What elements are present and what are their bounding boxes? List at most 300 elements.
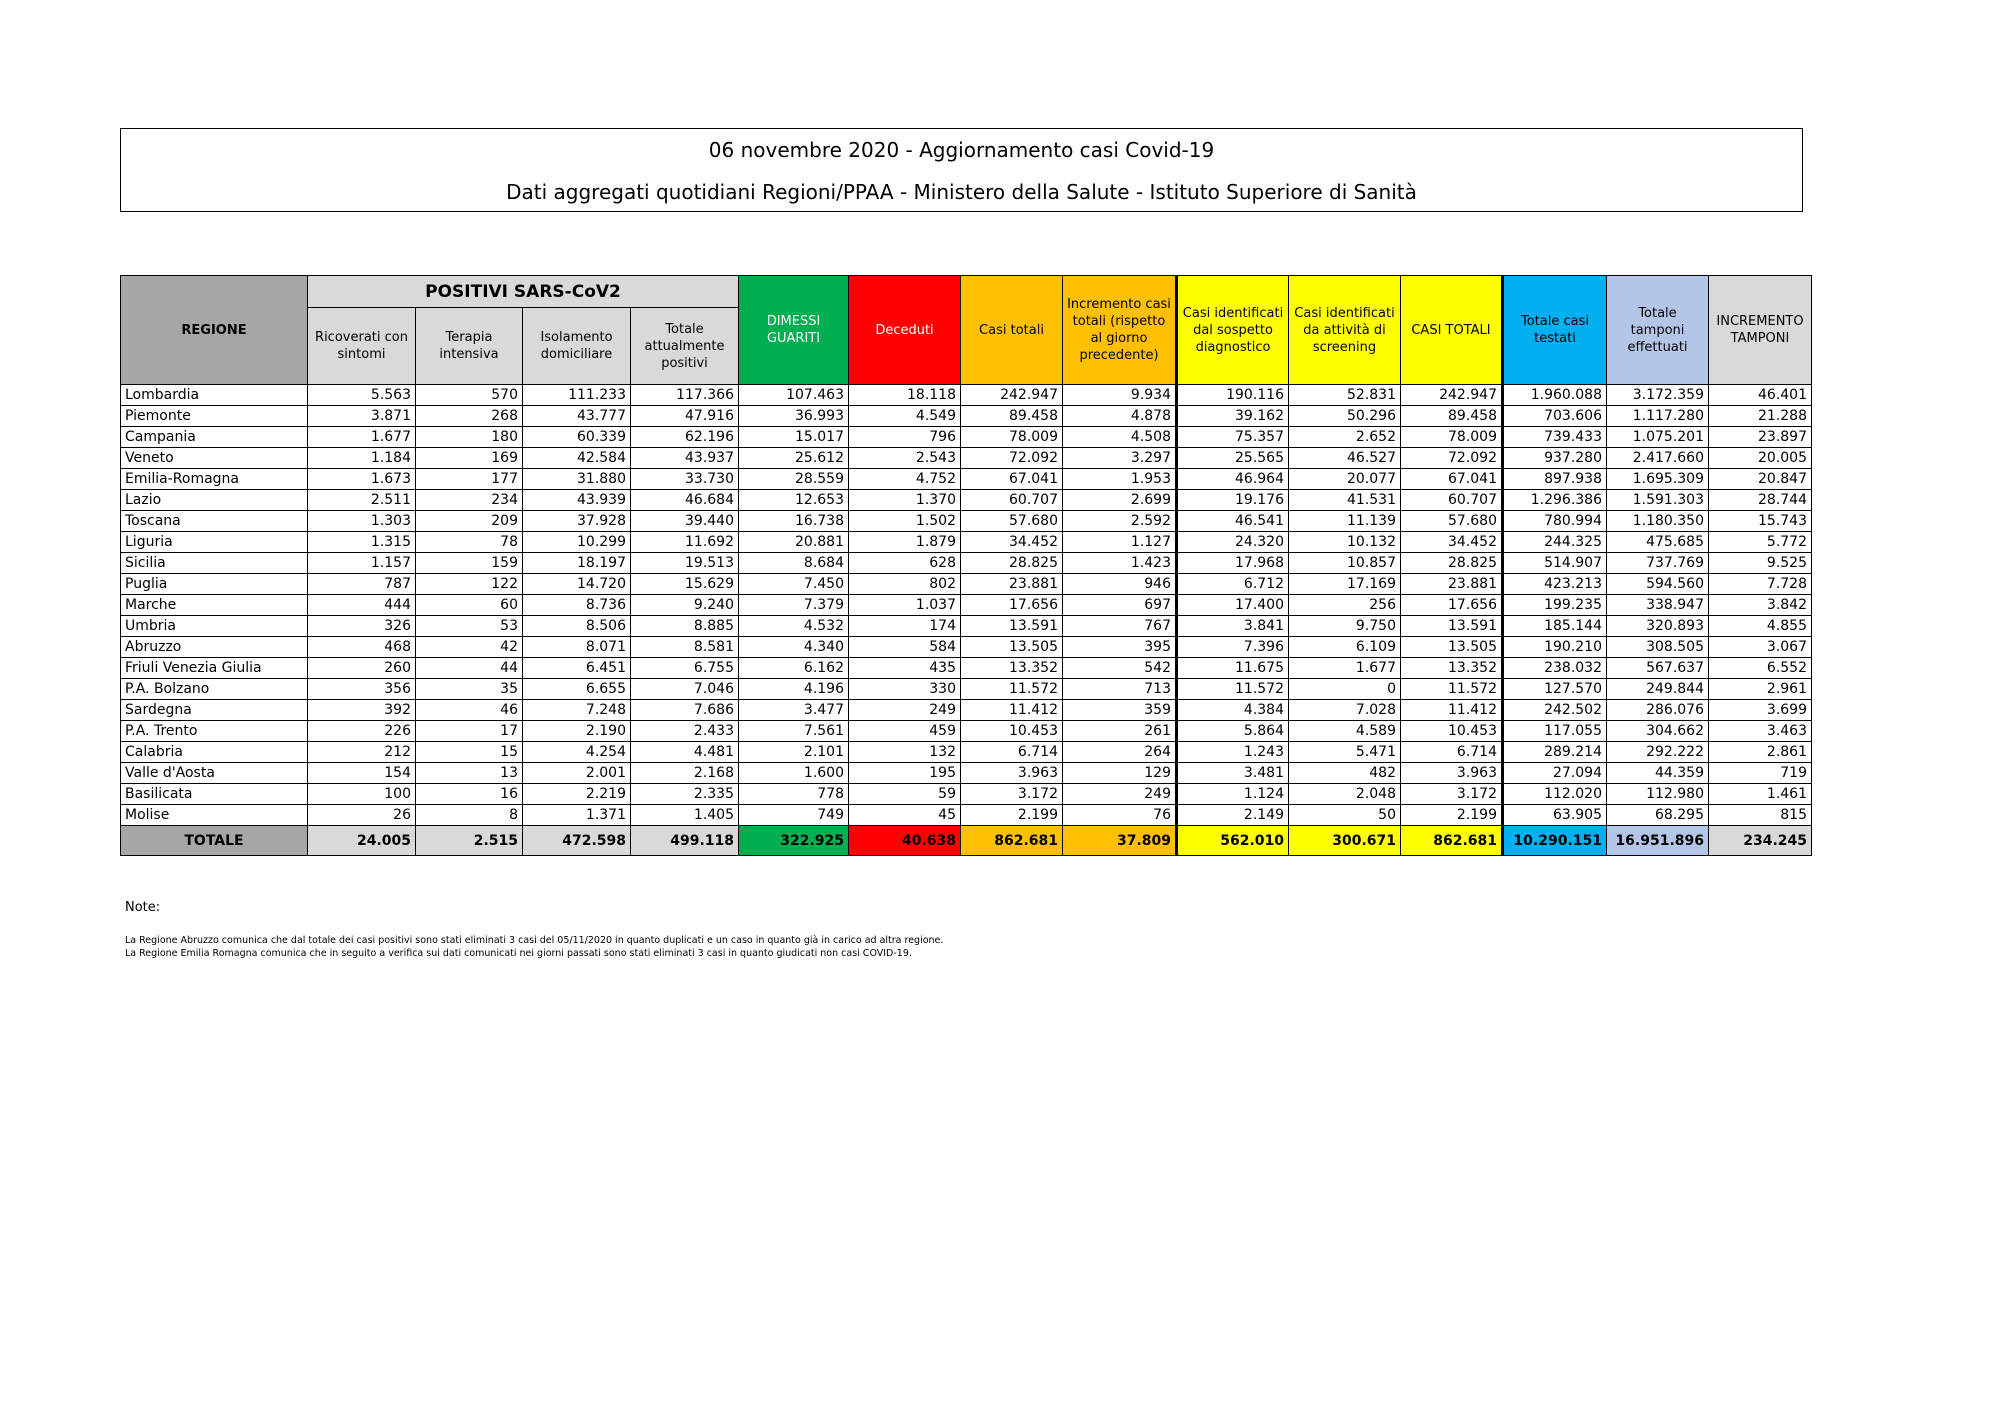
header-ricoverati: Ricoverati con sintomi [308,308,416,385]
header-regione: REGIONE [121,276,308,385]
table-cell: 11.675 [1177,658,1289,679]
header-screening: Casi identificati da attività di screening [1289,276,1401,385]
table-cell: 3.871 [308,406,416,427]
table-cell: 6.712 [1177,574,1289,595]
table-cell: 356 [308,679,416,700]
totals-cell: 37.809 [1063,826,1177,856]
table-row [121,658,1812,679]
table-cell: 584 [849,637,961,658]
table-cell: 359 [1063,700,1177,721]
table-cell: 3.699 [1709,700,1812,721]
table-cell: 703.606 [1503,406,1607,427]
table-cell: 1.243 [1177,742,1289,763]
table-cell: 8.684 [739,553,849,574]
table-cell: 4.549 [849,406,961,427]
table-cell: 8.506 [523,616,631,637]
table-row [121,385,1812,406]
table-cell: 4.384 [1177,700,1289,721]
table-cell: 3.841 [1177,616,1289,637]
table-cell: 4.589 [1289,721,1401,742]
table-cell: 1.673 [308,469,416,490]
table-cell: 5.471 [1289,742,1401,763]
header-tamponi: Totale tamponi effettuati [1607,276,1709,385]
table-cell: 1.423 [1063,553,1177,574]
table-cell: 11.572 [1401,679,1503,700]
table-cell: 11.572 [1177,679,1289,700]
table-cell: 60.707 [1401,490,1503,511]
table-cell: 4.878 [1063,406,1177,427]
table-cell: 1.370 [849,490,961,511]
table-cell: 1.695.309 [1607,469,1709,490]
table-cell: 713 [1063,679,1177,700]
table-cell: 26 [308,805,416,826]
table-cell: 308.505 [1607,637,1709,658]
table-cell: 17.968 [1177,553,1289,574]
table-cell: 749 [739,805,849,826]
table-cell: 7.686 [631,700,739,721]
table-cell: 1.953 [1063,469,1177,490]
region-name: Lombardia [121,385,308,406]
table-cell: 39.440 [631,511,739,532]
table-cell: 59 [849,784,961,805]
table-cell: 46.964 [1177,469,1289,490]
table-cell: 1.677 [308,427,416,448]
table-cell: 11.572 [961,679,1063,700]
table-cell: 36.993 [739,406,849,427]
table-cell: 4.752 [849,469,961,490]
table-cell: 46.401 [1709,385,1812,406]
table-cell: 31.880 [523,469,631,490]
table-cell: 15.629 [631,574,739,595]
table-cell: 199.235 [1503,595,1607,616]
header-isolamento: Isolamento domiciliare [523,308,631,385]
header-totale-positivi: Totale attualmente positivi [631,308,739,385]
table-cell: 100 [308,784,416,805]
header-casi-totali-caps: CASI TOTALI [1401,276,1503,385]
table-cell: 320.893 [1607,616,1709,637]
table-cell: 1.600 [739,763,849,784]
table-cell: 1.315 [308,532,416,553]
table-cell: 392 [308,700,416,721]
table-cell: 3.297 [1063,448,1177,469]
table-row [121,637,1812,658]
table-cell: 180 [416,427,523,448]
table-cell: 20.847 [1709,469,1812,490]
table-cell: 3.481 [1177,763,1289,784]
table-cell: 89.458 [1401,406,1503,427]
totals-label: TOTALE [121,826,308,856]
table-cell: 6.655 [523,679,631,700]
table-row [121,784,1812,805]
table-cell: 242.947 [1401,385,1503,406]
table-cell: 802 [849,574,961,595]
table-cell: 28.825 [1401,553,1503,574]
table-cell: 19.176 [1177,490,1289,511]
table-cell: 326 [308,616,416,637]
table-cell: 8.071 [523,637,631,658]
table-cell: 122 [416,574,523,595]
table-cell: 2.592 [1063,511,1177,532]
table-cell: 2.417.660 [1607,448,1709,469]
table-cell: 482 [1289,763,1401,784]
table-cell: 4.481 [631,742,739,763]
table-cell: 3.963 [961,763,1063,784]
totals-cell: 24.005 [308,826,416,856]
table-cell: 111.233 [523,385,631,406]
table-row [121,700,1812,721]
table-cell: 423.213 [1503,574,1607,595]
note-abruzzo: La Regione Abruzzo comunica che dal totale dei casi positivi sono stati eliminati 3 casi del 05/11/2020 in quanto duplicati e un caso in quanto già in carico ad altra regione. [125,935,944,946]
table-cell: 10.453 [961,721,1063,742]
table-cell: 787 [308,574,416,595]
table-cell: 5.772 [1709,532,1812,553]
table-cell: 72.092 [1401,448,1503,469]
table-cell: 1.405 [631,805,739,826]
table-cell: 8.581 [631,637,739,658]
table-cell: 937.280 [1503,448,1607,469]
region-name: Puglia [121,574,308,595]
table-cell: 13.352 [1401,658,1503,679]
table-cell: 304.662 [1607,721,1709,742]
table-cell: 244.325 [1503,532,1607,553]
table-cell: 20.077 [1289,469,1401,490]
table-cell: 2.190 [523,721,631,742]
table-cell: 107.463 [739,385,849,406]
table-cell: 195 [849,763,961,784]
table-cell: 78.009 [961,427,1063,448]
region-name: Umbria [121,616,308,637]
table-cell: 2.101 [739,742,849,763]
table-cell: 2.168 [631,763,739,784]
table-cell: 3.477 [739,700,849,721]
table-row [121,742,1812,763]
table-row [121,595,1812,616]
table-cell: 7.450 [739,574,849,595]
region-name: Veneto [121,448,308,469]
table-cell: 268 [416,406,523,427]
region-name: Abruzzo [121,637,308,658]
table-cell: 3.172 [961,784,1063,805]
table-cell: 21.288 [1709,406,1812,427]
totals-cell: 862.681 [961,826,1063,856]
table-cell: 7.396 [1177,637,1289,658]
table-cell: 46.527 [1289,448,1401,469]
header-terapia: Terapia intensiva [416,308,523,385]
table-cell: 46 [416,700,523,721]
totals-cell: 322.925 [739,826,849,856]
table-cell: 4.340 [739,637,849,658]
table-cell: 1.960.088 [1503,385,1607,406]
table-cell: 1.502 [849,511,961,532]
totals-cell: 300.671 [1289,826,1401,856]
table-cell: 9.934 [1063,385,1177,406]
table-cell: 256 [1289,595,1401,616]
table-cell: 7.561 [739,721,849,742]
table-cell: 62.196 [631,427,739,448]
table-cell: 5.563 [308,385,416,406]
table-cell: 169 [416,448,523,469]
table-cell: 75.357 [1177,427,1289,448]
table-cell: 3.463 [1709,721,1812,742]
table-cell: 60 [416,595,523,616]
region-name: Valle d'Aosta [121,763,308,784]
table-cell: 11.412 [1401,700,1503,721]
table-cell: 3.172.359 [1607,385,1709,406]
table-cell: 1.879 [849,532,961,553]
table-cell: 594.560 [1607,574,1709,595]
table-cell: 2.699 [1063,490,1177,511]
table-cell: 6.714 [1401,742,1503,763]
table-cell: 8.736 [523,595,631,616]
table-cell: 4.532 [739,616,849,637]
table-cell: 286.076 [1607,700,1709,721]
table-cell: 628 [849,553,961,574]
table-cell: 89.458 [961,406,1063,427]
table-row [121,406,1812,427]
table-cell: 78.009 [1401,427,1503,448]
table-cell: 13.352 [961,658,1063,679]
table-cell: 159 [416,553,523,574]
table-cell: 570 [416,385,523,406]
table-cell: 330 [849,679,961,700]
table-cell: 17.400 [1177,595,1289,616]
table-cell: 15.017 [739,427,849,448]
region-name: P.A. Trento [121,721,308,742]
table-cell: 435 [849,658,961,679]
totals-row [121,826,1812,856]
table-row [121,679,1812,700]
table-row [121,511,1812,532]
header-sospetto: Casi identificati dal sospetto diagnostico [1177,276,1289,385]
table-cell: 2.433 [631,721,739,742]
table-cell: 177 [416,469,523,490]
table-cell: 2.048 [1289,784,1401,805]
table-cell: 9.525 [1709,553,1812,574]
table-cell: 3.172 [1401,784,1503,805]
table-cell: 5.864 [1177,721,1289,742]
table-cell: 15.743 [1709,511,1812,532]
region-name: Sicilia [121,553,308,574]
table-cell: 11.139 [1289,511,1401,532]
table-cell: 459 [849,721,961,742]
table-cell: 25.612 [739,448,849,469]
table-cell: 45 [849,805,961,826]
table-cell: 1.180.350 [1607,511,1709,532]
region-name: Marche [121,595,308,616]
table-cell: 1.303 [308,511,416,532]
table-cell: 46.541 [1177,511,1289,532]
table-cell: 57.680 [1401,511,1503,532]
table-cell: 2.149 [1177,805,1289,826]
table-cell: 28.744 [1709,490,1812,511]
table-cell: 6.109 [1289,637,1401,658]
table-row [121,427,1812,448]
totals-cell: 16.951.896 [1607,826,1709,856]
table-cell: 12.653 [739,490,849,511]
region-name: Lazio [121,490,308,511]
table-cell: 112.980 [1607,784,1709,805]
table-row [121,721,1812,742]
table-cell: 13 [416,763,523,784]
table-cell: 514.907 [1503,553,1607,574]
table-cell: 10.132 [1289,532,1401,553]
table-cell: 6.714 [961,742,1063,763]
table-cell: 249 [849,700,961,721]
region-name: Piemonte [121,406,308,427]
table-cell: 190.210 [1503,637,1607,658]
table-cell: 3.842 [1709,595,1812,616]
header-incremento: Incremento casi totali (rispetto al giorno precedente) [1063,276,1177,385]
table-cell: 226 [308,721,416,742]
table-cell: 13.591 [961,616,1063,637]
table-cell: 475.685 [1607,532,1709,553]
table-cell: 10.299 [523,532,631,553]
table-cell: 1.117.280 [1607,406,1709,427]
table-cell: 209 [416,511,523,532]
table-cell: 63.905 [1503,805,1607,826]
table-cell: 35 [416,679,523,700]
table-cell: 8 [416,805,523,826]
totals-cell: 234.245 [1709,826,1812,856]
table-cell: 112.020 [1503,784,1607,805]
table-row [121,532,1812,553]
table-cell: 1.591.303 [1607,490,1709,511]
region-name: Emilia-Romagna [121,469,308,490]
table-cell: 261 [1063,721,1177,742]
table-cell: 39.162 [1177,406,1289,427]
table-cell: 6.552 [1709,658,1812,679]
covid-data-table [120,275,1812,856]
table-cell: 76 [1063,805,1177,826]
table-cell: 2.001 [523,763,631,784]
totals-cell: 499.118 [631,826,739,856]
table-cell: 10.857 [1289,553,1401,574]
table-cell: 444 [308,595,416,616]
table-cell: 4.855 [1709,616,1812,637]
table-cell: 20.881 [739,532,849,553]
table-cell: 23.881 [1401,574,1503,595]
table-cell: 2.961 [1709,679,1812,700]
table-cell: 43.937 [631,448,739,469]
table-cell: 174 [849,616,961,637]
table-cell: 815 [1709,805,1812,826]
table-cell: 242.947 [961,385,1063,406]
table-cell: 41.531 [1289,490,1401,511]
table-cell: 4.508 [1063,427,1177,448]
totals-cell: 562.010 [1177,826,1289,856]
table-row [121,490,1812,511]
table-cell: 4.254 [523,742,631,763]
table-cell: 7.379 [739,595,849,616]
table-cell: 11.692 [631,532,739,553]
table-cell: 468 [308,637,416,658]
region-name: Basilicata [121,784,308,805]
table-cell: 34.452 [961,532,1063,553]
table-cell: 23.897 [1709,427,1812,448]
table-cell: 60.707 [961,490,1063,511]
table-cell: 249.844 [1607,679,1709,700]
table-cell: 1.677 [1289,658,1401,679]
table-cell: 9.240 [631,595,739,616]
table-cell: 2.543 [849,448,961,469]
table-cell: 117.366 [631,385,739,406]
table-cell: 50 [1289,805,1401,826]
table-cell: 47.916 [631,406,739,427]
table-cell: 78 [416,532,523,553]
totals-cell: 862.681 [1401,826,1503,856]
report-subtitle: Dati aggregati quotidiani Regioni/PPAA - Ministero della Salute - Istituto Superiore di Sanità [506,180,1417,204]
table-cell: 17.656 [1401,595,1503,616]
table-cell: 18.118 [849,385,961,406]
table-cell: 13.505 [1401,637,1503,658]
table-cell: 34.452 [1401,532,1503,553]
region-name: Molise [121,805,308,826]
table-cell: 11.412 [961,700,1063,721]
header-dimessi: DIMESSI GUARITI [739,276,849,385]
table-cell: 0 [1289,679,1401,700]
table-cell: 132 [849,742,961,763]
table-cell: 264 [1063,742,1177,763]
table-row [121,616,1812,637]
table-row [121,448,1812,469]
table-cell: 67.041 [1401,469,1503,490]
totals-cell: 472.598 [523,826,631,856]
table-cell: 2.861 [1709,742,1812,763]
table-cell: 53 [416,616,523,637]
table-cell: 2.199 [1401,805,1503,826]
table-row [121,553,1812,574]
table-cell: 13.505 [961,637,1063,658]
table-cell: 796 [849,427,961,448]
table-cell: 292.222 [1607,742,1709,763]
table-cell: 13.591 [1401,616,1503,637]
table-cell: 238.032 [1503,658,1607,679]
table-row [121,763,1812,784]
table-cell: 10.453 [1401,721,1503,742]
table-cell: 42.584 [523,448,631,469]
table-cell: 2.511 [308,490,416,511]
table-cell: 289.214 [1503,742,1607,763]
title-box [120,128,1803,212]
table-cell: 127.570 [1503,679,1607,700]
table-cell: 1.075.201 [1607,427,1709,448]
table-cell: 1.037 [849,595,961,616]
table-cell: 37.928 [523,511,631,532]
table-cell: 1.371 [523,805,631,826]
table-cell: 1.296.386 [1503,490,1607,511]
table-cell: 72.092 [961,448,1063,469]
table-cell: 43.777 [523,406,631,427]
table-cell: 697 [1063,595,1177,616]
totals-cell: 10.290.151 [1503,826,1607,856]
table-cell: 24.320 [1177,532,1289,553]
table-row [121,805,1812,826]
table-cell: 8.885 [631,616,739,637]
table-cell: 33.730 [631,469,739,490]
table-cell: 1.184 [308,448,416,469]
table-cell: 2.335 [631,784,739,805]
table-cell: 7.248 [523,700,631,721]
table-cell: 190.116 [1177,385,1289,406]
table-cell: 17.656 [961,595,1063,616]
table-cell: 1.461 [1709,784,1812,805]
table-cell: 18.197 [523,553,631,574]
table-cell: 1.127 [1063,532,1177,553]
table-cell: 737.769 [1607,553,1709,574]
table-cell: 52.831 [1289,385,1401,406]
table-cell: 15 [416,742,523,763]
notes-label: Note: [125,900,161,915]
